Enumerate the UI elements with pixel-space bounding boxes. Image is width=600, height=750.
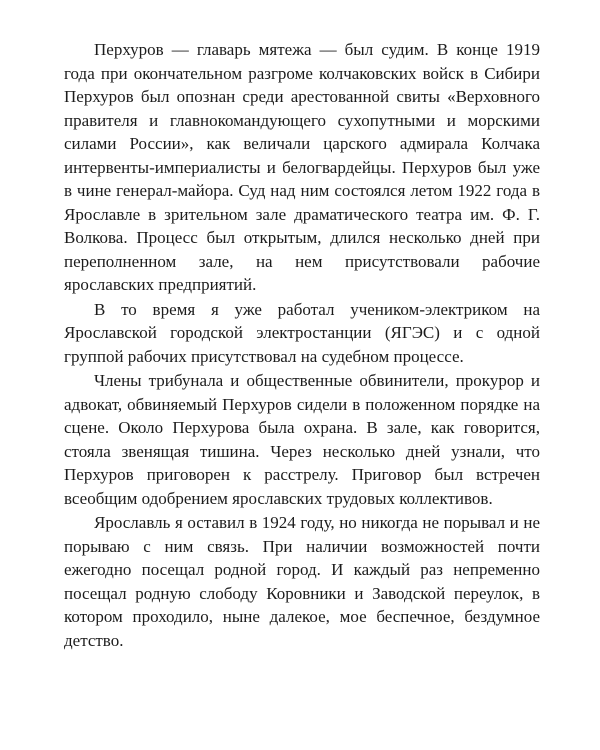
- paragraph-perkhurov-trial: Перхуров — главарь мятежа — был судим. В конце 1919 года при окончательном разгроме колчаковских войск в Сибири Перхуров был опознан среди арестованной свиты «Верховного правителя и главнокомандующего сухопутными и морскими силами России», как величали царского адмирала Колчака интервенты-империалисты и белогвардейцы. Перхуров был уже в чине генерал-майора. Суд над ним состоялся летом 1922 года в Ярославле в зрительном зале драматического театра им. Ф. Г. Волкова. Процесс был открытым, длился несколько дней при переполненном зале, на нем присутствовали рабочие ярославских предприятий.: [64, 40, 540, 294]
- paragraph-left-yaroslavl: Ярославль я оставил в 1924 году, но никогда не порывал и не порываю с ним связь. При наличии возможностей почти ежегодно посещал родной город. И каждый раз непременно посещал родную слободу Коровники и Заводской переулок, в котором проходило, ныне далекое, мое беспечное, бездумное детство.: [64, 513, 540, 650]
- paragraph-electrician-apprentice: В то время я уже работал учеником-электриком на Ярославской городской электростанции (ЯГЭС) и с одной группой рабочих присутствовал на судебном процессе.: [64, 299, 540, 366]
- document-page: [64, 38, 540, 652]
- paragraph-tribunal-verdict: Члены трибунала и общественные обвинители, прокурор и адвокат, обвиняемый Перхуров сидели в положенном порядке на сцене. Около Перхурова была охрана. В зале, как говорится, стояла звенящая тишина. Через несколько дней узнали, что Перхуров приговорен к расстрелу. Приговор был встречен всеобщим одобрением ярославских трудовых коллективов.: [64, 371, 540, 508]
